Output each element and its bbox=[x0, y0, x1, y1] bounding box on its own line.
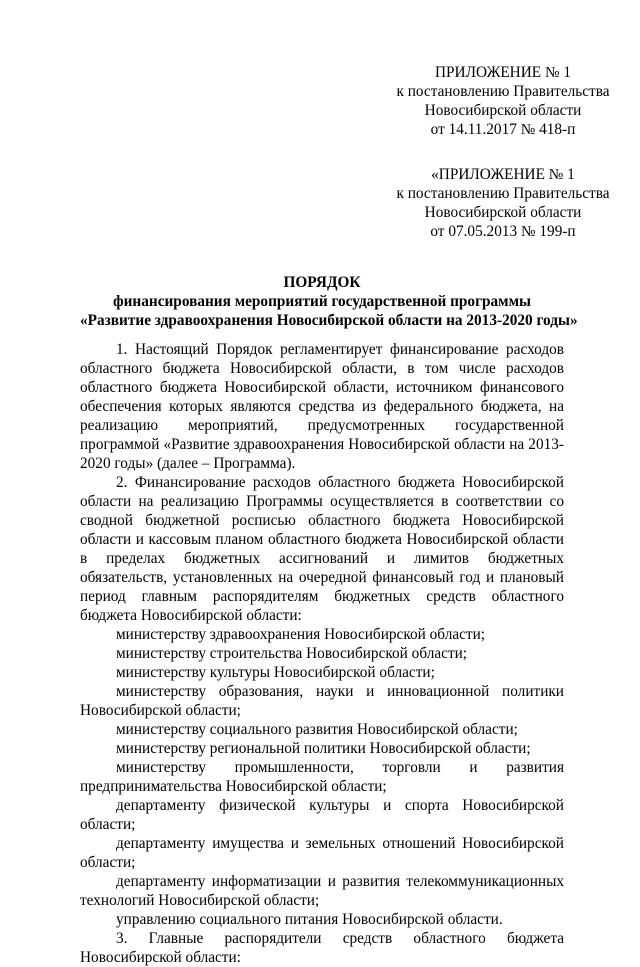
list-item: департаменту информатизации и развития телекоммуникационных технологий Новосибирской области; bbox=[80, 873, 564, 909]
title-heading: ПОРЯДОК bbox=[283, 274, 361, 291]
appendix-original-header bbox=[382, 165, 624, 241]
appendix-region: Новосибирской области bbox=[424, 204, 582, 221]
list-item: управлению социального питания Новосибирской области. bbox=[116, 911, 503, 928]
list-item: министерству здравоохранения Новосибирской области; bbox=[116, 626, 486, 643]
appendix-date-number: от 07.05.2013 № 199-п bbox=[430, 223, 576, 240]
list-item: министерству промышленности, торговли и развития предпринимательства Новосибирской области; bbox=[80, 759, 564, 795]
appendix-title: «ПРИЛОЖЕНИЕ № 1 bbox=[431, 166, 575, 183]
paragraph-3: 3. Главные распорядители средств областного бюджета Новосибирской области: bbox=[80, 930, 564, 966]
appendix-current-header bbox=[382, 63, 624, 139]
list-item: департаменту имущества и земельных отношений Новосибирской области; bbox=[80, 835, 564, 871]
appendix-reference: к постановлению Правительства bbox=[396, 83, 610, 100]
title-subject: финансирования мероприятий государственной программы bbox=[113, 293, 531, 310]
list-item: министерству культуры Новосибирской области; bbox=[116, 664, 435, 681]
title-program-name: «Развитие здравоохранения Новосибирской области на 2013-2020 годы» bbox=[80, 312, 578, 329]
list-item: министерству региональной политики Новосибирской области; bbox=[116, 740, 531, 757]
appendix-title: ПРИЛОЖЕНИЕ № 1 bbox=[434, 64, 572, 81]
paragraph-1: 1. Настоящий Порядок регламентирует финансирование расходов областного бюджета Новосибирской области, в том числе расходов областного бюджета Новосибирской области, источником финансового обеспечения которых являются средства из федерального бюджета, на реализацию мероприятий, предусмотренных государственной программой «Развитие здравоохранения Новосибирской области на 2013-2020 годы» (далее – Программа). bbox=[80, 341, 564, 472]
appendix-reference: к постановлению Правительства bbox=[396, 185, 610, 202]
list-item: министерству строительства Новосибирской области; bbox=[116, 645, 468, 662]
list-item: департаменту физической культуры и спорта Новосибирской области; bbox=[80, 797, 564, 833]
document-body bbox=[80, 340, 564, 967]
appendix-region: Новосибирской области bbox=[424, 102, 582, 119]
list-item: министерству социального развития Новосибирской области; bbox=[116, 721, 518, 738]
list-item: министерству образования, науки и инновационной политики Новосибирской области; bbox=[80, 683, 564, 719]
document-title bbox=[80, 273, 578, 330]
recipient-list bbox=[80, 625, 564, 929]
appendix-date-number: от 14.11.2017 № 418-п bbox=[430, 121, 576, 138]
paragraph-2: 2. Финансирование расходов областного бюджета Новосибирской области на реализацию Программы осуществляется в соответствии со сводной бюджетной росписью областного бюджета Новосибирской области и кассовым планом областного бюджета Новосибирской области в пределах бюджетных ассигнований и лимитов бюджетных обязательств, установленных на очередной финансовый год и плановый период главным распорядителям бюджетных средств областного бюджета Новосибирской области: bbox=[80, 474, 564, 624]
